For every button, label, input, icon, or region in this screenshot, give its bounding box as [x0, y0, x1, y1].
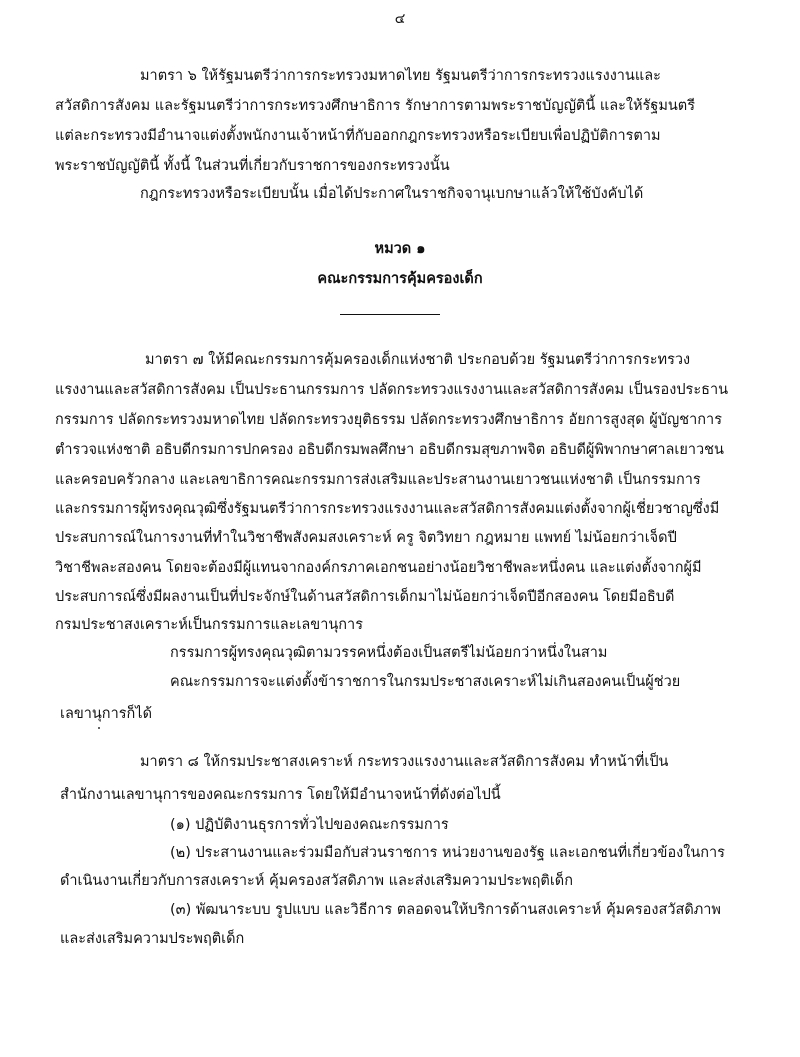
- section-6-line-3: แต่ละกระทรวงมีอำนาจแต่งตั้งพนักงานเจ้าหน้าที่กับออกกฎกระทรวงหรือระเบียบเพื่อปฏิบัติการตาม: [55, 128, 661, 144]
- section-6-line-1: มาตรา ๖ ให้รัฐมนตรีว่าการกระทรวงมหาดไทย รัฐมนตรีว่าการกระทรวงแรงงานและ: [140, 68, 661, 84]
- section-7-line-10: กรมประชาสงเคราะห์เป็นกรรมการและเลขานุการ: [55, 617, 363, 633]
- section-8-item-2-cont: ดำเนินงานเกี่ยวกับการสงเคราะห์ คุ้มครองสวัสดิภาพ และส่งเสริมความประพฤติเด็ก: [60, 873, 574, 889]
- section-8-line-2: สำนักงานเลขานุการของคณะกรรมการ โดยให้มีอำนาจหน้าที่ดังต่อไปนี้: [60, 787, 501, 803]
- chapter-title: คณะกรรมการคุ้มครองเด็ก: [317, 271, 483, 287]
- scan-speck: [98, 727, 100, 729]
- section-7-line-9: ประสบการณ์ซึ่งมีผลงานเป็นที่ประจักษ์ในด้านสวัสดิการเด็กมาไม่น้อยกว่าเจ็ดปีอีกสองคน โดยมีอธิบดี: [55, 589, 675, 605]
- section-7-line-6: และกรรมการผู้ทรงคุณวุฒิซึ่งรัฐมนตรีว่าการกระทรวงแรงงานและสวัสดิการสังคมแต่งตั้งจากผู้เชี่ยวชาญซึ่งมี: [55, 501, 720, 517]
- section-7-line-7: ประสบการณ์ในการงานที่ทำในวิชาชีพสังคมสงเคราะห์ ครู จิตวิทยา กฎหมาย แพทย์ ไม่น้อยกว่าเจ็ดปี: [55, 530, 677, 546]
- section-7-line-8: วิชาชีพละสองคน โดยจะต้องมีผู้แทนจากองค์กรภาคเอกชนอย่างน้อยวิชาชีพละหนึ่งคน และแต่งตั้งจากผู้มี: [55, 560, 702, 576]
- chapter-divider: [340, 314, 440, 315]
- section-8-item-3: (๓) พัฒนาระบบ รูปแบบ และวิธีการ ตลอดจนให้บริการด้านสงเคราะห์ คุ้มครองสวัสดิภาพ: [170, 902, 721, 918]
- section-7-line-2: แรงงานและสวัสดิการสังคม เป็นประธานกรรมการ ปลัดกระทรวงแรงงานและสวัสดิการสังคม เป็นรองประธาน: [55, 382, 729, 398]
- page-number: ๔: [394, 11, 406, 27]
- section-7-line-3: กรรมการ ปลัดกระทรวงมหาดไทย ปลัดกระทรวงยุติธรรม ปลัดกระทรวงศึกษาธิการ อัยการสูงสุด ผู้บัญชาการ: [55, 412, 722, 428]
- section-6-line-5: กฎกระทรวงหรือระเบียบนั้น เมื่อได้ประกาศในราชกิจจานุเบกษาแล้วให้ใช้บังคับได้: [140, 186, 644, 202]
- section-7-line-13: เลขานุการก็ได้: [60, 706, 153, 722]
- section-7-line-12: คณะกรรมการจะแต่งตั้งข้าราชการในกรมประชาสงเคราะห์ไม่เกินสองคนเป็นผู้ช่วย: [170, 674, 681, 690]
- section-7-line-5: และครอบครัวกลาง และเลขาธิการคณะกรรมการส่งเสริมและประสานงานเยาวชนแห่งชาติ เป็นกรรมการ: [55, 472, 701, 488]
- section-8-line-1: มาตรา ๘ ให้กรมประชาสงเคราะห์ กระทรวงแรงงานและสวัสดิการสังคม ทำหน้าที่เป็น: [140, 754, 669, 770]
- section-7-line-11: กรรมการผู้ทรงคุณวุฒิตามวรรคหนึ่งต้องเป็นสตรีไม่น้อยกว่าหนึ่งในสาม: [170, 645, 608, 661]
- chapter-number: หมวด ๑: [374, 241, 426, 257]
- section-6-line-4: พระราชบัญญัตินี้ ทั้งนี้ ในส่วนที่เกี่ยวกับราชการของกระทรวงนั้น: [55, 158, 450, 174]
- section-8-item-1: (๑) ปฏิบัติงานธุรการทั่วไปของคณะกรรมการ: [170, 817, 449, 833]
- section-6-line-2: สวัสดิการสังคม และรัฐมนตรีว่าการกระทรวงศึกษาธิการ รักษาการตามพระราชบัญญัตินี้ และให้รัฐมนตรี: [55, 98, 695, 114]
- section-7-line-1: มาตรา ๗ ให้มีคณะกรรมการคุ้มครองเด็กแห่งชาติ ประกอบด้วย รัฐมนตรีว่าการกระทรวง: [145, 352, 691, 368]
- section-8-item-2: (๒) ประสานงานและร่วมมือกับส่วนราชการ หน่วยงานของรัฐ และเอกชนที่เกี่ยวข้องในการ: [170, 845, 725, 861]
- section-7-line-4: ตำรวจแห่งชาติ อธิบดีกรมการปกครอง อธิบดีกรมพลศึกษา อธิบดีกรมสุขภาพจิต อธิบดีผู้พิพากษาศาลเยาวชน: [55, 442, 724, 458]
- section-8-item-3-cont: และส่งเสริมความประพฤติเด็ก: [60, 931, 245, 947]
